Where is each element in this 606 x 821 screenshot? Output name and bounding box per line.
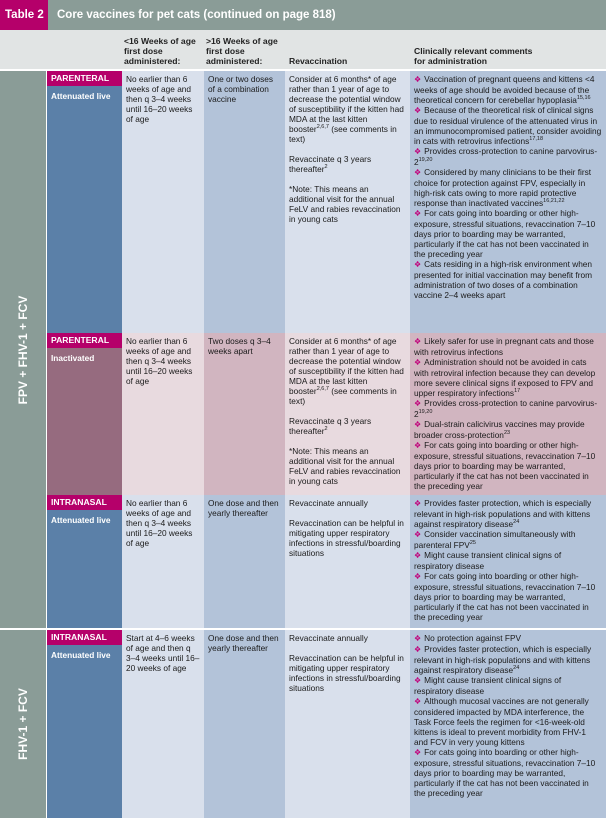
comments-cell	[410, 333, 606, 495]
header-comments: Clinically relevant comments for administration	[414, 46, 533, 66]
comment-text: For cats going into boarding or other high-exposure, stressful situations, revaccination 7–10 days prior to boarding may be warranted, particularly if the cat has not been vaccinated in the preceding year	[414, 440, 596, 491]
diamond-bullet-icon: ❖	[414, 337, 422, 346]
comment-item	[414, 208, 602, 259]
revaccination-paragraph	[289, 336, 406, 406]
vaccine-type: Inactivated	[51, 353, 95, 363]
reference-superscript: 17	[514, 388, 521, 395]
comment-item	[414, 398, 602, 419]
comment-text: Because of the theoretical risk of clinical signs due to residual virulence of the attenuated virus in an immunocompromised patient, consider avoiding in cats with retrovirus infections	[414, 105, 602, 146]
over-16-weeks-cell: One dose and then yearly thereafter	[204, 630, 285, 818]
comment-text: Although mucosal vaccines are not generally considered impacted by MDA interference, the Task Force feels the regimen for <16-week-old kittens is ideal to prevent morbidity from FHV-1 and FCV in very young kittens	[414, 696, 589, 747]
comment-item	[414, 696, 602, 747]
diamond-bullet-icon: ❖	[414, 260, 422, 269]
paragraph-text: Revaccinate q 3 years thereafter	[289, 416, 372, 436]
header-revaccination: Revaccination	[289, 56, 348, 66]
over-16-weeks-cell: One or two doses of a combination vaccine	[204, 71, 285, 333]
table-title-bar	[0, 0, 606, 30]
paragraph-tail: (see comments in text)	[289, 386, 397, 406]
comment-item	[414, 357, 602, 398]
route-badge: INTRANASAL	[47, 630, 122, 645]
revaccination-cell	[285, 333, 410, 495]
diamond-bullet-icon: ❖	[414, 441, 422, 450]
revaccination-paragraph	[289, 416, 406, 436]
revaccination-cell	[285, 630, 410, 818]
comment-item	[414, 419, 602, 440]
comment-text: Cats residing in a high-risk environment when presented for initial vaccination may benefit from administration of two doses of a combination vaccine 2–4 weeks apart	[414, 259, 593, 300]
vaccine-type: Attenuated live	[51, 650, 111, 660]
diamond-bullet-icon: ❖	[414, 106, 422, 115]
comment-item	[414, 498, 602, 529]
comments-cell	[410, 630, 606, 818]
under-16-weeks-cell: Start at 4–6 weeks of age and then q 3–4 weeks until 16–20 weeks of age	[122, 630, 204, 818]
reference-superscript: 17,18	[529, 136, 544, 143]
diamond-bullet-icon: ❖	[414, 499, 422, 508]
reference-superscript: 2	[324, 164, 328, 171]
comment-text: For cats going into boarding or other high-exposure, stressful situations, revaccination 7–10 days prior to boarding may be warranted, particularly if the cat has not been vaccinated in the preceding year	[414, 571, 596, 622]
route-cell	[47, 495, 122, 628]
diamond-bullet-icon: ❖	[414, 645, 422, 654]
group-label: FHV-1 + FCV	[16, 688, 30, 760]
reference-superscript: 2,6,7	[316, 124, 329, 131]
revaccination-paragraph	[289, 184, 406, 224]
diamond-bullet-icon: ❖	[414, 209, 422, 218]
route-badge: INTRANASAL	[47, 495, 122, 510]
route-badge: PARENTERAL	[47, 333, 122, 348]
comment-text: Might cause transient clinical signs of respiratory disease	[414, 550, 562, 571]
paragraph-text: *Note: This means an additional visit for the annual FeLV and rabies revaccination in young cats	[289, 184, 401, 224]
vaccine-group-fhv1-fcv	[0, 630, 46, 818]
comments-list	[414, 633, 602, 798]
diamond-bullet-icon: ❖	[414, 168, 422, 177]
paragraph-text: *Note: This means an additional visit for the annual FeLV and rabies revaccination in young cats	[289, 446, 401, 486]
revaccination-paragraph	[289, 653, 406, 693]
revaccination-paragraph	[289, 498, 406, 508]
comment-text: Provides cross-protection to canine parvovirus-2	[414, 146, 598, 167]
header-over-16-weeks: >16 Weeks of age first dose administered:	[206, 36, 278, 66]
comment-item	[414, 747, 602, 798]
vaccine-type: Attenuated live	[51, 91, 111, 101]
revaccination-paragraph	[289, 446, 406, 486]
diamond-bullet-icon: ❖	[414, 358, 422, 367]
under-16-weeks-cell: No earlier than 6 weeks of age and then q 3–4 weeks until 16–20 weeks of age	[122, 495, 204, 628]
comment-text: Provides faster protection, which is especially relevant in high-risk populations and with kittens against respiratory disease	[414, 644, 592, 675]
comments-cell	[410, 71, 606, 333]
revaccination-paragraph	[289, 74, 406, 144]
reference-superscript: 24	[513, 665, 520, 672]
route-cell	[47, 333, 122, 495]
diamond-bullet-icon: ❖	[414, 75, 422, 84]
paragraph-text: Revaccinate annually	[289, 633, 368, 643]
comment-item	[414, 167, 602, 208]
reference-superscript: 19,20	[418, 157, 433, 164]
reference-superscript: 2	[324, 426, 328, 433]
comment-item	[414, 336, 602, 357]
comments-cell	[410, 495, 606, 628]
revaccination-paragraph	[289, 518, 406, 558]
paragraph-tail: (see comments in text)	[289, 124, 397, 144]
table-title: Core vaccines for pet cats (continued on page 818)	[57, 9, 336, 21]
route-cell	[47, 71, 122, 333]
under-16-weeks-cell: No earlier than 6 weeks of age and then q 3–4 weeks until 16–20 weeks of age	[122, 71, 204, 333]
comments-list	[414, 498, 602, 622]
diamond-bullet-icon: ❖	[414, 748, 422, 757]
over-16-weeks-cell: One dose and then yearly thereafter	[204, 495, 285, 628]
diamond-bullet-icon: ❖	[414, 572, 422, 581]
under-16-weeks-cell: No earlier than 6 weeks of age and then q 3–4 weeks until 16–20 weeks of age	[122, 333, 204, 495]
reference-superscript: 15,16	[576, 95, 591, 102]
comments-list	[414, 74, 602, 300]
reference-superscript: 25	[469, 540, 476, 547]
comment-text: For cats going into boarding or other high-exposure, stressful situations, revaccination 7–10 days prior to boarding may be warranted, particularly if the cat has not been vaccinated in the preceding year	[414, 208, 596, 259]
route-cell	[47, 630, 122, 818]
comment-text: Likely safer for use in pregnant cats and those with retrovirus infections	[414, 336, 594, 357]
comment-item	[414, 633, 602, 644]
comment-item	[414, 529, 602, 550]
comment-item	[414, 571, 602, 622]
comment-text: For cats going into boarding or other high-exposure, stressful situations, revaccination 7–10 days prior to boarding may be warranted, particularly if the cat has not been vaccinated in the preceding year	[414, 747, 596, 798]
comment-text: Vaccination of pregnant queens and kittens <4 weeks of age should be avoided because of the theoretical concern for cerebellar hypoplasia	[414, 74, 595, 105]
comment-item	[414, 550, 602, 571]
reference-superscript: 23	[503, 430, 511, 437]
revaccination-paragraph	[289, 154, 406, 174]
header-under-16-weeks: <16 Weeks of age first dose administered:	[124, 36, 196, 66]
group-label: FPV + FHV-1 + FCV	[16, 295, 30, 404]
diamond-bullet-icon: ❖	[414, 399, 422, 408]
comment-item	[414, 644, 602, 675]
reference-superscript: 2,6,7	[316, 386, 329, 393]
comment-item	[414, 675, 602, 696]
paragraph-text: Revaccinate q 3 years thereafter	[289, 154, 372, 174]
column-header-row	[0, 30, 606, 70]
comment-text: Might cause transient clinical signs of respiratory disease	[414, 675, 562, 696]
route-badge: PARENTERAL	[47, 71, 122, 86]
comment-text: Considered by many clinicians to be their first choice for protection against FPV, especially in high-risk cats owing to more rapid protective response than inactivated vaccines	[414, 167, 592, 208]
vaccine-group-fpv-fhv1-fcv	[0, 71, 46, 628]
diamond-bullet-icon: ❖	[414, 530, 422, 539]
diamond-bullet-icon: ❖	[414, 697, 422, 706]
reference-superscript: 16,21,22	[543, 198, 565, 205]
paragraph-text: Revaccinate annually	[289, 498, 368, 508]
paragraph-text: Revaccination can be helpful in mitigating upper respiratory infections in stressful/boarding situations	[289, 653, 404, 693]
paragraph-text: Consider at 6 months* of age rather than 1 year of age to decrease the potential window of susceptibility if the kitten had MDA at the last kitten booster	[289, 74, 404, 134]
comment-item	[414, 259, 602, 300]
comment-item	[414, 146, 602, 167]
paragraph-text: Consider at 6 months* of age rather than 1 year of age to decrease the potential window of susceptibility if the kitten had MDA at the last kitten booster	[289, 336, 404, 396]
diamond-bullet-icon: ❖	[414, 676, 422, 685]
revaccination-cell	[285, 71, 410, 333]
revaccination-paragraph	[289, 633, 406, 643]
diamond-bullet-icon: ❖	[414, 634, 422, 643]
comment-text: Provides faster protection, which is especially relevant in high-risk populations and with kittens against respiratory disease	[414, 498, 592, 529]
comments-list	[414, 336, 602, 491]
comment-text: No protection against FPV	[424, 633, 522, 643]
paragraph-text: Revaccination can be helpful in mitigating upper respiratory infections in stressful/boarding situations	[289, 518, 404, 558]
comment-text: Provides cross-protection to canine parvovirus-2	[414, 398, 598, 419]
comment-text: Dual-strain calicivirus vaccines may provide broader cross-protection	[414, 419, 585, 440]
comment-text: Consider vaccination simultaneously with parenteral FPV	[414, 529, 576, 550]
diamond-bullet-icon: ❖	[414, 551, 422, 560]
vaccine-type: Attenuated live	[51, 515, 111, 525]
revaccination-cell	[285, 495, 410, 628]
table-number: Table 2	[0, 0, 48, 30]
over-16-weeks-cell: Two doses q 3–4 weeks apart	[204, 333, 285, 495]
comment-item	[414, 74, 602, 105]
comment-item	[414, 105, 602, 146]
comment-text: Administration should not be avoided in cats with retroviral infection because they can develop more severe clinical signs if exposed to FPV and upper respiratory infections	[414, 357, 596, 398]
reference-superscript: 24	[513, 519, 520, 526]
reference-superscript: 19,20	[418, 409, 433, 416]
diamond-bullet-icon: ❖	[414, 420, 422, 429]
comment-item	[414, 440, 602, 491]
diamond-bullet-icon: ❖	[414, 147, 422, 156]
